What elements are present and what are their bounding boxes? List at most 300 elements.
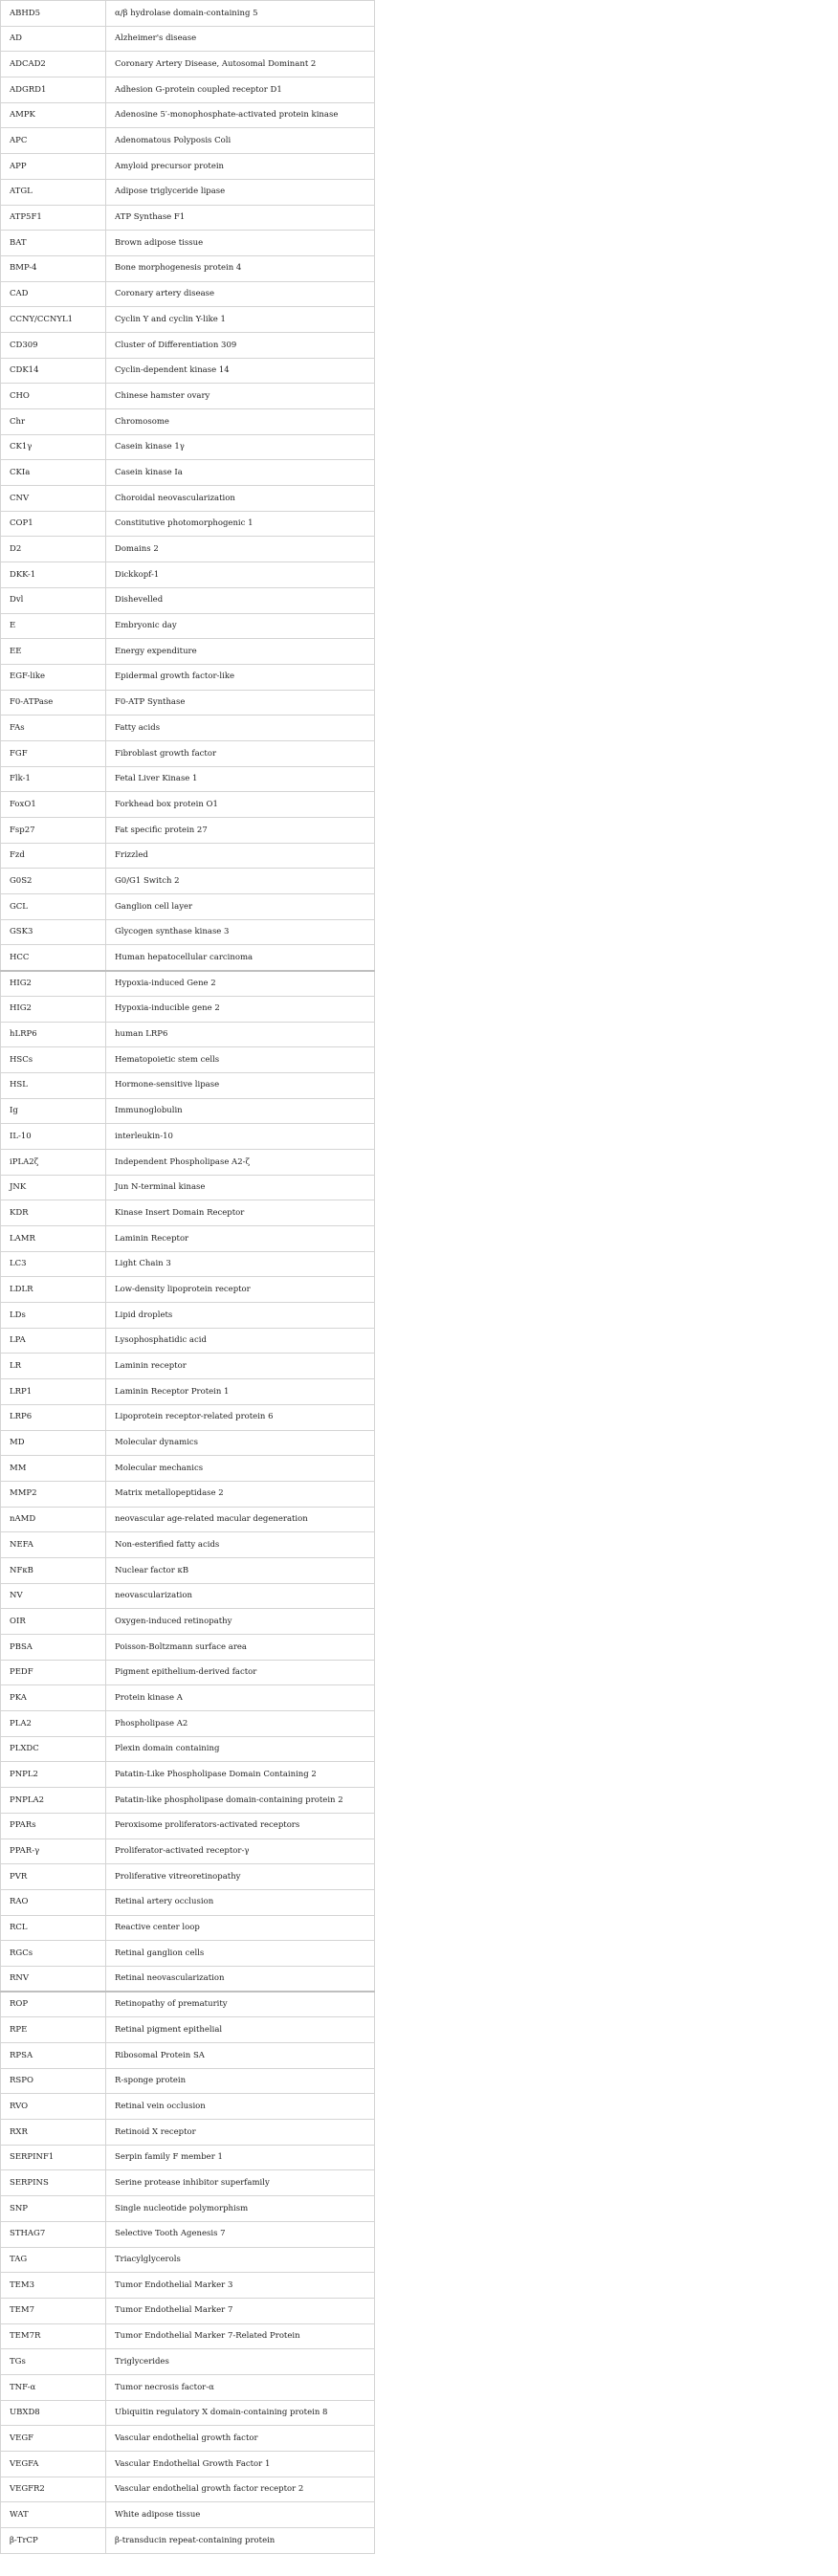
definition-cell: Light Chain 3 bbox=[106, 1251, 375, 1277]
table-row bbox=[1, 613, 375, 639]
definition-cell: Laminin Receptor Protein 1 bbox=[106, 1379, 375, 1405]
abbreviation-cell: VEGFA bbox=[1, 2452, 106, 2477]
table-row bbox=[1, 102, 375, 128]
table-row bbox=[1, 1098, 375, 1124]
table-row bbox=[1, 486, 375, 512]
abbreviation-cell: BAT bbox=[1, 231, 106, 256]
definition-cell: Adipose triglyceride lipase bbox=[106, 179, 375, 205]
definition-cell: Dishevelled bbox=[106, 587, 375, 613]
abbreviation-cell: APP bbox=[1, 154, 106, 180]
table-row bbox=[1, 154, 375, 180]
abbreviation-cell: LDs bbox=[1, 1303, 106, 1329]
table-row bbox=[1, 384, 375, 409]
abbreviation-cell: PPAR-γ bbox=[1, 1838, 106, 1864]
abbreviations-table-body bbox=[1, 1, 375, 2554]
table-row bbox=[1, 1328, 375, 1354]
definition-cell: Cluster of Differentiation 309 bbox=[106, 332, 375, 358]
abbreviation-cell: FGF bbox=[1, 740, 106, 766]
table-row bbox=[1, 255, 375, 281]
table-row bbox=[1, 1251, 375, 1277]
definition-cell: Fetal Liver Kinase 1 bbox=[106, 766, 375, 792]
definition-cell: Adenosine 5′-monophosphate-activated protein kinase bbox=[106, 102, 375, 128]
abbreviation-cell: Fsp27 bbox=[1, 818, 106, 844]
abbreviation-cell: TEM7 bbox=[1, 2298, 106, 2323]
abbreviation-cell: PEDF bbox=[1, 1660, 106, 1685]
abbreviation-cell: UBXD8 bbox=[1, 2400, 106, 2426]
table-row bbox=[1, 1736, 375, 1762]
definition-cell: Reactive center loop bbox=[106, 1915, 375, 1941]
definition-cell: Peroxisome proliferators-activated receptors bbox=[106, 1813, 375, 1838]
definition-cell: G0/G1 Switch 2 bbox=[106, 869, 375, 894]
table-row bbox=[1, 1966, 375, 1992]
abbreviation-cell: F0-ATPase bbox=[1, 690, 106, 716]
table-row bbox=[1, 537, 375, 562]
abbreviation-cell: NEFA bbox=[1, 1532, 106, 1558]
definition-cell: Poisson-Boltzmann surface area bbox=[106, 1635, 375, 1661]
abbreviation-cell: IL-10 bbox=[1, 1124, 106, 1150]
definition-cell: Patatin-like phospholipase domain-containing protein 2 bbox=[106, 1788, 375, 1814]
abbreviation-cell: SERPINS bbox=[1, 2170, 106, 2196]
table-row bbox=[1, 818, 375, 844]
definition-cell: Molecular dynamics bbox=[106, 1430, 375, 1456]
table-row bbox=[1, 1941, 375, 1967]
definition-cell: Energy expenditure bbox=[106, 639, 375, 665]
table-row bbox=[1, 307, 375, 333]
definition-cell: Kinase Insert Domain Receptor bbox=[106, 1200, 375, 1226]
definition-cell: Serine protease inhibitor superfamily bbox=[106, 2170, 375, 2196]
abbreviation-cell: β-TrCP bbox=[1, 2528, 106, 2554]
definition-cell: Tumor necrosis factor-α bbox=[106, 2374, 375, 2400]
definition-cell: Vascular Endothelial Growth Factor 1 bbox=[106, 2452, 375, 2477]
definition-cell: Cyclin-dependent kinase 14 bbox=[106, 358, 375, 384]
abbreviation-cell: RVO bbox=[1, 2094, 106, 2120]
abbreviation-cell: VEGF bbox=[1, 2426, 106, 2452]
abbreviation-cell: PVR bbox=[1, 1864, 106, 1890]
abbreviation-cell: ABHD5 bbox=[1, 1, 106, 27]
abbreviation-cell: PPARs bbox=[1, 1813, 106, 1838]
definition-cell: Serpin family F member 1 bbox=[106, 2145, 375, 2170]
abbreviation-cell: HSL bbox=[1, 1072, 106, 1098]
table-row bbox=[1, 332, 375, 358]
abbreviation-cell: CDK14 bbox=[1, 358, 106, 384]
abbreviation-cell: KDR bbox=[1, 1200, 106, 1226]
abbreviation-cell: TEM7R bbox=[1, 2323, 106, 2349]
table-row bbox=[1, 562, 375, 588]
definition-cell: F0-ATP Synthase bbox=[106, 690, 375, 716]
abbreviation-cell: Dvl bbox=[1, 587, 106, 613]
definition-cell: Brown adipose tissue bbox=[106, 231, 375, 256]
abbreviation-cell: DKK-1 bbox=[1, 562, 106, 588]
definition-cell: neovascularization bbox=[106, 1583, 375, 1609]
abbreviation-cell: RAO bbox=[1, 1889, 106, 1915]
table-row bbox=[1, 511, 375, 537]
table-row bbox=[1, 2528, 375, 2554]
definition-cell: Ubiquitin regulatory X domain-containing protein 8 bbox=[106, 2400, 375, 2426]
abbreviation-cell: LRP1 bbox=[1, 1379, 106, 1405]
definition-cell: interleukin-10 bbox=[106, 1124, 375, 1150]
table-row bbox=[1, 2120, 375, 2146]
definition-cell: Plexin domain containing bbox=[106, 1736, 375, 1762]
table-row bbox=[1, 716, 375, 741]
definition-cell: Forkhead box protein O1 bbox=[106, 792, 375, 818]
abbreviation-cell: ATGL bbox=[1, 179, 106, 205]
table-row bbox=[1, 2094, 375, 2120]
table-row bbox=[1, 2477, 375, 2502]
abbreviation-cell: CD309 bbox=[1, 332, 106, 358]
definition-cell: Alzheimer's disease bbox=[106, 26, 375, 52]
abbreviation-cell: NV bbox=[1, 1583, 106, 1609]
abbreviation-cell: CK1γ bbox=[1, 434, 106, 460]
table-row bbox=[1, 587, 375, 613]
definition-cell: Lipoprotein receptor-related protein 6 bbox=[106, 1404, 375, 1430]
table-row bbox=[1, 1149, 375, 1175]
definition-cell: Retinoid X receptor bbox=[106, 2120, 375, 2146]
table-row bbox=[1, 1685, 375, 1711]
abbreviation-cell: Flk-1 bbox=[1, 766, 106, 792]
definition-cell: Coronary artery disease bbox=[106, 281, 375, 307]
abbreviation-cell: CCNY/CCNYL1 bbox=[1, 307, 106, 333]
definition-cell: Hematopoietic stem cells bbox=[106, 1047, 375, 1073]
abbreviation-cell: PLXDC bbox=[1, 1736, 106, 1762]
definition-cell: Chromosome bbox=[106, 409, 375, 435]
abbreviation-cell: AMPK bbox=[1, 102, 106, 128]
definition-cell: Pigment epithelium-derived factor bbox=[106, 1660, 375, 1685]
table-row bbox=[1, 1583, 375, 1609]
abbreviation-cell: ATP5F1 bbox=[1, 205, 106, 231]
table-row bbox=[1, 409, 375, 435]
definition-cell: Glycogen synthase kinase 3 bbox=[106, 919, 375, 945]
abbreviation-cell: RGCs bbox=[1, 1941, 106, 1967]
table-row bbox=[1, 179, 375, 205]
definition-cell: Retinal pigment epithelial bbox=[106, 2017, 375, 2043]
abbreviation-cell: LDLR bbox=[1, 1277, 106, 1303]
table-row bbox=[1, 460, 375, 486]
abbreviation-cell: MMP2 bbox=[1, 1481, 106, 1507]
definition-cell: human LRP6 bbox=[106, 1022, 375, 1047]
table-row bbox=[1, 1762, 375, 1788]
table-row bbox=[1, 1864, 375, 1890]
abbreviation-cell: hLRP6 bbox=[1, 1022, 106, 1047]
table-row bbox=[1, 1404, 375, 1430]
definition-cell: Coronary Artery Disease, Autosomal Dominant 2 bbox=[106, 52, 375, 77]
definition-cell: Retinal vein occlusion bbox=[106, 2094, 375, 2120]
table-row bbox=[1, 1660, 375, 1685]
definition-cell: Nuclear factor κB bbox=[106, 1557, 375, 1583]
definition-cell: White adipose tissue bbox=[106, 2502, 375, 2528]
abbreviation-cell: JNK bbox=[1, 1175, 106, 1200]
table-row bbox=[1, 869, 375, 894]
abbreviation-cell: Chr bbox=[1, 409, 106, 435]
definition-cell: Retinal ganglion cells bbox=[106, 1941, 375, 1967]
abbreviation-cell: TNF-α bbox=[1, 2374, 106, 2400]
definition-cell: Constitutive photomorphogenic 1 bbox=[106, 511, 375, 537]
abbreviation-cell: APC bbox=[1, 128, 106, 154]
definition-cell: Lipid droplets bbox=[106, 1303, 375, 1329]
definition-cell: Proliferator-activated receptor-γ bbox=[106, 1838, 375, 1864]
abbreviation-cell: MD bbox=[1, 1430, 106, 1456]
abbreviation-cell: WAT bbox=[1, 2502, 106, 2528]
table-row bbox=[1, 1277, 375, 1303]
table-row bbox=[1, 1711, 375, 1737]
abbreviation-cell: FoxO1 bbox=[1, 792, 106, 818]
abbreviation-cell: EGF-like bbox=[1, 664, 106, 690]
table-row bbox=[1, 281, 375, 307]
table-row bbox=[1, 77, 375, 103]
definition-cell: Jun N-terminal kinase bbox=[106, 1175, 375, 1200]
definition-cell: β-transducin repeat-containing protein bbox=[106, 2528, 375, 2554]
abbreviation-cell: LAMR bbox=[1, 1226, 106, 1252]
table-row bbox=[1, 766, 375, 792]
table-row bbox=[1, 971, 375, 997]
definition-cell: Fibroblast growth factor bbox=[106, 740, 375, 766]
definition-cell: Choroidal neovascularization bbox=[106, 486, 375, 512]
table-row bbox=[1, 2247, 375, 2273]
definition-cell: Laminin Receptor bbox=[106, 1226, 375, 1252]
definition-cell: Molecular mechanics bbox=[106, 1456, 375, 1482]
table-row bbox=[1, 1609, 375, 1635]
definition-cell: Patatin-Like Phospholipase Domain Containing 2 bbox=[106, 1762, 375, 1788]
table-row bbox=[1, 1532, 375, 1558]
abbreviation-cell: CKIa bbox=[1, 460, 106, 486]
definition-cell: Hypoxia-induced Gene 2 bbox=[106, 971, 375, 997]
abbreviation-cell: G0S2 bbox=[1, 869, 106, 894]
table-row bbox=[1, 128, 375, 154]
table-row bbox=[1, 1354, 375, 1379]
definition-cell: Immunoglobulin bbox=[106, 1098, 375, 1124]
abbreviation-cell: NFκB bbox=[1, 1557, 106, 1583]
abbreviation-cell: HCC bbox=[1, 945, 106, 971]
table-row bbox=[1, 690, 375, 716]
definition-cell: α/β hydrolase domain-containing 5 bbox=[106, 1, 375, 27]
definition-cell: Single nucleotide polymorphism bbox=[106, 2196, 375, 2222]
abbreviation-cell: PKA bbox=[1, 1685, 106, 1711]
definition-cell: Independent Phospholipase A2-ζ bbox=[106, 1149, 375, 1175]
abbreviation-cell: EE bbox=[1, 639, 106, 665]
table-row bbox=[1, 919, 375, 945]
table-row bbox=[1, 2502, 375, 2528]
abbreviation-cell: TEM3 bbox=[1, 2273, 106, 2299]
definition-cell: Chinese hamster ovary bbox=[106, 384, 375, 409]
table-row bbox=[1, 1, 375, 27]
definition-cell: Tumor Endothelial Marker 3 bbox=[106, 2273, 375, 2299]
table-row bbox=[1, 2068, 375, 2094]
definition-cell: Retinopathy of prematurity bbox=[106, 1992, 375, 2017]
table-row bbox=[1, 231, 375, 256]
definition-cell: Ribosomal Protein SA bbox=[106, 2043, 375, 2069]
table-row bbox=[1, 1175, 375, 1200]
table-row bbox=[1, 639, 375, 665]
table-row bbox=[1, 358, 375, 384]
abbreviation-cell: E bbox=[1, 613, 106, 639]
table-row bbox=[1, 52, 375, 77]
table-row bbox=[1, 1889, 375, 1915]
table-row bbox=[1, 2349, 375, 2375]
table-row bbox=[1, 843, 375, 869]
table-row bbox=[1, 26, 375, 52]
abbreviation-cell: TAG bbox=[1, 2247, 106, 2273]
table-row bbox=[1, 2145, 375, 2170]
abbreviation-cell: COP1 bbox=[1, 511, 106, 537]
definition-cell: Protein kinase A bbox=[106, 1685, 375, 1711]
table-row bbox=[1, 945, 375, 971]
table-row bbox=[1, 2273, 375, 2299]
abbreviation-cell: D2 bbox=[1, 537, 106, 562]
table-row bbox=[1, 1456, 375, 1482]
table-row bbox=[1, 1226, 375, 1252]
abbreviation-cell: RNV bbox=[1, 1966, 106, 1992]
definition-cell: Bone morphogenesis protein 4 bbox=[106, 255, 375, 281]
table-row bbox=[1, 2298, 375, 2323]
abbreviation-cell: Fzd bbox=[1, 843, 106, 869]
definition-cell: Fatty acids bbox=[106, 716, 375, 741]
abbreviation-cell: RPSA bbox=[1, 2043, 106, 2069]
abbreviation-cell: LPA bbox=[1, 1328, 106, 1354]
definition-cell: R-sponge protein bbox=[106, 2068, 375, 2094]
definition-cell: Casein kinase 1γ bbox=[106, 434, 375, 460]
abbreviation-cell: PNPL2 bbox=[1, 1762, 106, 1788]
abbreviation-cell: SERPINF1 bbox=[1, 2145, 106, 2170]
table-row bbox=[1, 1481, 375, 1507]
definition-cell: Phospholipase A2 bbox=[106, 1711, 375, 1737]
abbreviation-cell: PLA2 bbox=[1, 1711, 106, 1737]
abbreviation-cell: BMP-4 bbox=[1, 255, 106, 281]
table-row bbox=[1, 2221, 375, 2247]
table-row bbox=[1, 1124, 375, 1150]
definition-cell: Laminin receptor bbox=[106, 1354, 375, 1379]
table-row bbox=[1, 205, 375, 231]
abbreviation-cell: ADCAD2 bbox=[1, 52, 106, 77]
abbreviation-cell: OIR bbox=[1, 1609, 106, 1635]
abbreviation-cell: AD bbox=[1, 26, 106, 52]
abbreviation-cell: RCL bbox=[1, 1915, 106, 1941]
definition-cell: Selective Tooth Agenesis 7 bbox=[106, 2221, 375, 2247]
table-row bbox=[1, 2400, 375, 2426]
definition-cell: Epidermal growth factor-like bbox=[106, 664, 375, 690]
table-row bbox=[1, 2426, 375, 2452]
abbreviation-cell: HSCs bbox=[1, 1047, 106, 1073]
definition-cell: Retinal artery occlusion bbox=[106, 1889, 375, 1915]
abbreviation-cell: nAMD bbox=[1, 1507, 106, 1532]
abbreviation-cell: RSPO bbox=[1, 2068, 106, 2094]
table-row bbox=[1, 1635, 375, 1661]
definition-cell: Proliferative vitreoretinopathy bbox=[106, 1864, 375, 1890]
definition-cell: Vascular endothelial growth factor receptor 2 bbox=[106, 2477, 375, 2502]
definition-cell: Hormone-sensitive lipase bbox=[106, 1072, 375, 1098]
abbreviation-cell: CHO bbox=[1, 384, 106, 409]
abbreviations-table bbox=[0, 0, 375, 2554]
table-row bbox=[1, 792, 375, 818]
abbreviation-cell: SNP bbox=[1, 2196, 106, 2222]
abbreviation-cell: TGs bbox=[1, 2349, 106, 2375]
definition-cell: Low-density lipoprotein receptor bbox=[106, 1277, 375, 1303]
abbreviation-cell: STHAG7 bbox=[1, 2221, 106, 2247]
table-row bbox=[1, 2323, 375, 2349]
table-row bbox=[1, 664, 375, 690]
definition-cell: Hypoxia-inducible gene 2 bbox=[106, 996, 375, 1022]
definition-cell: Adenomatous Polyposis Coli bbox=[106, 128, 375, 154]
abbreviation-cell: PNPLA2 bbox=[1, 1788, 106, 1814]
table-row bbox=[1, 1200, 375, 1226]
definition-cell: neovascular age-related macular degeneration bbox=[106, 1507, 375, 1532]
definition-cell: Frizzled bbox=[106, 843, 375, 869]
table-row bbox=[1, 1072, 375, 1098]
abbreviation-cell: GSK3 bbox=[1, 919, 106, 945]
abbreviation-cell: LC3 bbox=[1, 1251, 106, 1277]
table-row bbox=[1, 1379, 375, 1405]
table-row bbox=[1, 1838, 375, 1864]
table-row bbox=[1, 2374, 375, 2400]
table-row bbox=[1, 1557, 375, 1583]
table-row bbox=[1, 2196, 375, 2222]
table-row bbox=[1, 740, 375, 766]
abbreviation-cell: LR bbox=[1, 1354, 106, 1379]
table-row bbox=[1, 1022, 375, 1047]
definition-cell: Matrix metallopeptidase 2 bbox=[106, 1481, 375, 1507]
definition-cell: Dickkopf-1 bbox=[106, 562, 375, 588]
definition-cell: Triacylglycerols bbox=[106, 2247, 375, 2273]
table-row bbox=[1, 1047, 375, 1073]
abbreviation-cell: MM bbox=[1, 1456, 106, 1482]
abbreviation-cell: RXR bbox=[1, 2120, 106, 2146]
abbreviation-cell: ROP bbox=[1, 1992, 106, 2017]
definition-cell: Triglycerides bbox=[106, 2349, 375, 2375]
table-row bbox=[1, 894, 375, 920]
definition-cell: Tumor Endothelial Marker 7 bbox=[106, 2298, 375, 2323]
abbreviation-cell: VEGFR2 bbox=[1, 2477, 106, 2502]
abbreviation-cell: GCL bbox=[1, 894, 106, 920]
definition-cell: Fat specific protein 27 bbox=[106, 818, 375, 844]
definition-cell: Casein kinase Ia bbox=[106, 460, 375, 486]
definition-cell: Cyclin Y and cyclin Y-like 1 bbox=[106, 307, 375, 333]
table-row bbox=[1, 2170, 375, 2196]
abbreviation-cell: PBSA bbox=[1, 1635, 106, 1661]
definition-cell: ATP Synthase F1 bbox=[106, 205, 375, 231]
table-row bbox=[1, 996, 375, 1022]
table-row bbox=[1, 1915, 375, 1941]
table-row bbox=[1, 434, 375, 460]
abbreviation-cell: ADGRD1 bbox=[1, 77, 106, 103]
table-row bbox=[1, 2017, 375, 2043]
abbreviation-cell: RPE bbox=[1, 2017, 106, 2043]
table-row bbox=[1, 1303, 375, 1329]
definition-cell: Lysophosphatidic acid bbox=[106, 1328, 375, 1354]
definition-cell: Vascular endothelial growth factor bbox=[106, 2426, 375, 2452]
definition-cell: Domains 2 bbox=[106, 537, 375, 562]
definition-cell: Oxygen-induced retinopathy bbox=[106, 1609, 375, 1635]
table-row bbox=[1, 2043, 375, 2069]
abbreviation-cell: LRP6 bbox=[1, 1404, 106, 1430]
table-row bbox=[1, 1507, 375, 1532]
definition-cell: Amyloid precursor protein bbox=[106, 154, 375, 180]
abbreviation-cell: Ig bbox=[1, 1098, 106, 1124]
abbreviation-cell: FAs bbox=[1, 716, 106, 741]
table-row bbox=[1, 1430, 375, 1456]
table-row bbox=[1, 1788, 375, 1814]
abbreviation-cell: HIG2 bbox=[1, 996, 106, 1022]
table-row bbox=[1, 1992, 375, 2017]
abbreviation-cell: CAD bbox=[1, 281, 106, 307]
abbreviation-cell: CNV bbox=[1, 486, 106, 512]
abbreviation-cell: iPLA2ζ bbox=[1, 1149, 106, 1175]
table-row bbox=[1, 2452, 375, 2477]
definition-cell: Tumor Endothelial Marker 7-Related Protein bbox=[106, 2323, 375, 2349]
definition-cell: Embryonic day bbox=[106, 613, 375, 639]
definition-cell: Non-esterified fatty acids bbox=[106, 1532, 375, 1558]
definition-cell: Human hepatocellular carcinoma bbox=[106, 945, 375, 971]
definition-cell: Adhesion G-protein coupled receptor D1 bbox=[106, 77, 375, 103]
table-row bbox=[1, 1813, 375, 1838]
abbreviation-cell: HIG2 bbox=[1, 971, 106, 997]
